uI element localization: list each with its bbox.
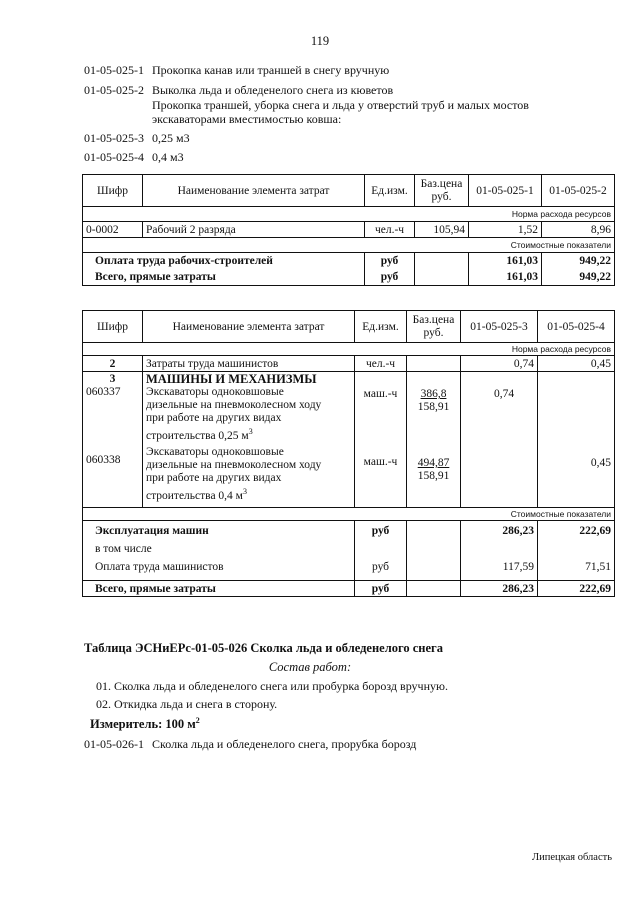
machines-prices	[407, 372, 461, 508]
row-code: 0-0002	[83, 222, 143, 238]
table-header-row	[83, 175, 615, 207]
intro-code: 01-05-025-1	[84, 63, 144, 77]
machine-code: 060338	[86, 454, 121, 466]
row-unit: чел.-ч	[355, 356, 407, 372]
intro-text: 0,25 м3	[152, 131, 190, 145]
total-value-2: 949,22	[542, 270, 615, 286]
total-row	[83, 581, 615, 597]
header-name: Наименование элемента затрат	[143, 175, 365, 207]
machine-name: дизельные на пневмоколесном ходу	[146, 399, 322, 411]
cost-summary-values-1	[461, 521, 538, 581]
header-code: Шифр	[83, 311, 143, 343]
pay-name: Оплата труда машинистов	[95, 561, 224, 573]
machines-values-1	[461, 372, 538, 508]
row-code: 2	[83, 356, 143, 372]
header-col-1: 01-05-025-1	[469, 175, 542, 207]
intro-code: 01-05-025-2	[84, 83, 144, 97]
total-name: Всего, прямые затраты	[83, 581, 355, 597]
work-item: 01. Сколка льда и обледенелого снега или пробурка борозд вручную.	[96, 679, 448, 693]
norm-row	[83, 343, 615, 356]
resource-table-1	[82, 174, 615, 286]
table-3-title: Таблица ЭСНиЕРс-01-05-026 Сколка льда и обледенелого снега	[84, 641, 443, 655]
machine-value-1: 0,74	[493, 388, 515, 400]
total-value-2: 222,69	[538, 581, 615, 597]
table-3-code-row	[84, 737, 416, 752]
intro-continuation	[152, 98, 529, 126]
cost-summary-units	[355, 521, 407, 581]
row-value-2: 8,96	[542, 222, 615, 238]
cost-label: Стоимостные показатели	[83, 238, 615, 253]
table-header-row	[83, 311, 615, 343]
row-name: Рабочий 2 разряда	[143, 222, 365, 238]
cost-summary-row	[83, 521, 615, 581]
row-price: 105,94	[415, 222, 469, 238]
machine-code: 060337	[86, 386, 121, 398]
intro-continuation-line: экскаваторами вместимостью ковша:	[152, 112, 342, 126]
exp-value-1: 286,23	[502, 525, 534, 537]
header-col-2: 01-05-025-4	[538, 311, 615, 343]
header-price: Баз.цена руб.	[407, 311, 461, 343]
intro-item-1	[84, 63, 389, 78]
exp-name: Эксплуатация машин	[95, 525, 209, 537]
machine-price-top: 494,87	[417, 457, 450, 469]
row-value-2: 0,45	[538, 356, 615, 372]
section-code: 3	[109, 373, 116, 385]
cost-row	[83, 508, 615, 521]
total-name: Оплата труда рабочих-строителей	[83, 253, 365, 270]
total-row	[83, 253, 615, 270]
intro-code: 01-05-025-4	[84, 150, 144, 164]
machine-name: строительства 0,4 $м^3$	[146, 486, 247, 502]
page-number: 119	[310, 34, 330, 48]
pay-value-2: 71,51	[585, 561, 611, 573]
total-value-1: 161,03	[469, 270, 542, 286]
header-unit: Ед.изм.	[365, 175, 415, 207]
total-unit: руб	[365, 253, 415, 270]
machines-values-2	[538, 372, 615, 508]
work-composition-label: Состав работ:	[268, 660, 352, 674]
machines-row	[83, 372, 615, 508]
intro-item-4	[84, 150, 184, 165]
machine-unit: маш.-ч	[363, 388, 398, 400]
row-value-1: 1,52	[469, 222, 542, 238]
total-value-1: 161,03	[469, 253, 542, 270]
row-name: Затраты труда машинистов	[143, 356, 355, 372]
machine-value-2: 0,45	[590, 457, 611, 469]
table-row	[83, 222, 615, 238]
machine-price-top: 386,8	[420, 388, 447, 400]
exp-value-2: 222,69	[579, 525, 611, 537]
intro-text: Выколка льда и обледенелого снега из кюветов	[152, 83, 394, 97]
machine-name: строительства 0,25 $м^3$	[146, 427, 253, 442]
intro-text: 0,4 м3	[152, 150, 184, 164]
total-row	[83, 270, 615, 286]
incl-label: в том числе	[95, 543, 152, 555]
footer-region: Липецкая область	[532, 852, 612, 863]
header-price: Баз.цена руб.	[415, 175, 469, 207]
machine-name: Экскаваторы одноковшовые	[146, 445, 284, 458]
cost-label: Стоимостные показатели	[83, 508, 615, 521]
resource-table-2	[82, 310, 615, 597]
total-unit: руб	[365, 270, 415, 286]
cost-row	[83, 238, 615, 253]
work-item: 02. Откидка льда и снега в сторону.	[96, 697, 278, 711]
cost-summary-values-2	[538, 521, 615, 581]
table-row	[83, 356, 615, 372]
intro-text: Прокопка канав или траншей в снегу вручную	[152, 63, 390, 77]
total-unit: руб	[355, 581, 407, 597]
header-unit: Ед.изм.	[355, 311, 407, 343]
row-unit: чел.-ч	[365, 222, 415, 238]
machine-price-bottom: 158,91	[417, 470, 450, 482]
machines-codes	[83, 372, 143, 508]
header-code: Шифр	[83, 175, 143, 207]
item-text: Сколка льда и обледенелого снега, прорубка борозд	[152, 737, 417, 751]
machine-unit: маш.-ч	[363, 456, 398, 468]
intro-code: 01-05-025-3	[84, 131, 144, 145]
intro-item-2	[84, 83, 393, 98]
header-name: Наименование элемента затрат	[143, 311, 355, 343]
row-value-1: 0,74	[461, 356, 538, 372]
machines-units	[355, 372, 407, 508]
machine-name: при работе на других видах	[146, 412, 282, 424]
cost-summary-names	[83, 521, 355, 581]
machine-price-bottom: 158,91	[417, 401, 450, 413]
norm-label: Норма расхода ресурсов	[83, 207, 615, 222]
header-col-1: 01-05-025-3	[461, 311, 538, 343]
machine-name: Экскаваторы одноковшовые	[146, 386, 284, 398]
norm-row	[83, 207, 615, 222]
machine-name: при работе на других видах	[146, 471, 282, 484]
norm-label: Норма расхода ресурсов	[83, 343, 615, 356]
intro-continuation-line: Прокопка траншей, уборка снега и льда у отверстий труб и малых мостов	[152, 98, 529, 112]
intro-item-3	[84, 131, 190, 146]
machines-names	[143, 372, 355, 508]
measure-unit: Измеритель: 100 $м^2$	[90, 716, 200, 732]
total-value-2: 949,22	[542, 253, 615, 270]
total-value-1: 286,23	[461, 581, 538, 597]
pay-unit: руб	[371, 561, 390, 573]
pay-value-1: 117,59	[502, 561, 534, 573]
exp-unit: руб	[371, 525, 390, 537]
machine-name: дизельные на пневмоколесном ходу	[146, 458, 322, 471]
section-title: МАШИНЫ И МЕХАНИЗМЫ	[146, 372, 317, 386]
item-code: 01-05-026-1	[84, 737, 144, 751]
header-col-2: 01-05-025-2	[542, 175, 615, 207]
total-name: Всего, прямые затраты	[83, 270, 365, 286]
